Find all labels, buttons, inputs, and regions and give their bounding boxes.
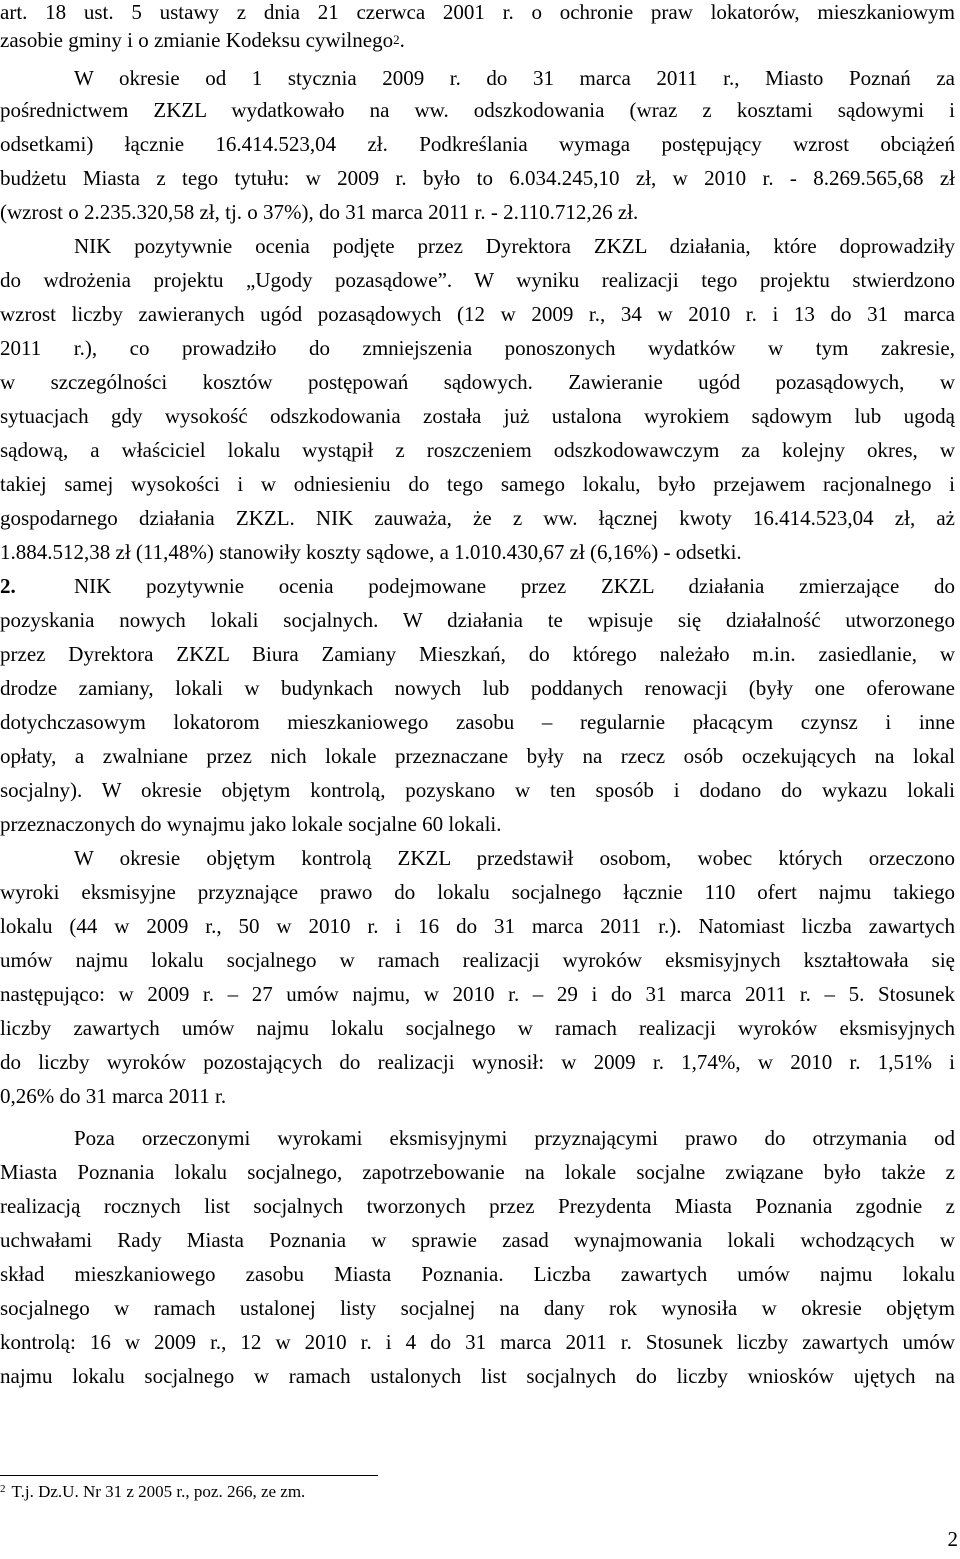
text-line: sytuacjach gdy wysokość odszkodowania została już ustalona wyrokiem sądowym lub ugodą xyxy=(0,404,955,428)
footnote-text: T.j. Dz.U. Nr 31 z 2005 r., poz. 266, ze zm. xyxy=(11,1482,306,1501)
text-line: wzrost liczby zawieranych ugód pozasądowych (12 w 2009 r., 34 w 2010 r. i 13 do 31 marca xyxy=(0,302,955,326)
text-line: najmu lokalu socjalnego w ramach ustalonych list socjalnych do liczby wniosków ujętych na xyxy=(0,1364,955,1388)
text-line: 2011 r.), co prowadziło do zmniejszenia ponoszonych wydatków w tym zakresie, xyxy=(0,336,955,360)
text-line: pozyskania nowych lokali socjalnych. W działania te wpisuje się działalność utworzonego xyxy=(0,608,955,632)
text-line: umów najmu lokalu socjalnego w ramach realizacji wyroków eksmisyjnych kształtowała się xyxy=(0,948,955,972)
text-line: art. 18 ust. 5 ustawy z dnia 21 czerwca 2001 r. o ochronie praw lokatorów, mieszkaniowym xyxy=(0,0,955,24)
footnote-reference: 2 xyxy=(393,32,400,47)
text-line: w szczególności kosztów postępowań sądowych. Zawieranie ugód pozasądowych, w xyxy=(0,370,955,394)
text-segment: . xyxy=(399,28,405,52)
text-line: uchwałami Rady Miasta Poznania w sprawie zasad wynajmowania lokali wchodzących w xyxy=(0,1228,955,1252)
text-line: drodze zamiany, lokali w budynkach nowych lub poddanych renowacji (były one oferowane xyxy=(0,676,955,700)
page-number: 2 xyxy=(947,1527,958,1551)
text-line: przeznaczonych do wynajmu jako lokale socjalne 60 lokali. xyxy=(0,812,502,836)
text-line: budżetu Miasta z tego tytułu: w 2009 r. było to 6.034.245,10 zł, w 2010 r. - 8.269.565,68 zł xyxy=(0,166,955,190)
footnote-marker: 2 xyxy=(0,1483,6,1495)
text-line: następująco: w 2009 r. – 27 umów najmu, w 2010 r. – 29 i do 31 marca 2011 r. – 5. Stosunek xyxy=(0,982,955,1006)
text-line: skład mieszkaniowego zasobu Miasta Poznania. Liczba zawartych umów najmu lokalu xyxy=(0,1262,955,1286)
text-line: przez Dyrektora ZKZL Biura Zamiany Mieszkań, do którego należało m.in. zasiedlanie, w xyxy=(0,642,955,666)
text-line xyxy=(0,28,955,54)
text-line: W okresie od 1 stycznia 2009 r. do 31 marca 2011 r., Miasto Poznań za xyxy=(74,66,955,90)
text-line: do liczby wyroków pozostających do realizacji wynosił: w 2009 r. 1,74%, w 2010 r. 1,51% i xyxy=(0,1050,955,1074)
text-line: sądową, a właściciel lokalu wystąpił z roszczeniem odszkodowawczym za kolejny okres, w xyxy=(0,438,955,462)
text-line: odsetkami) łącznie 16.414.523,04 zł. Podkreślania wymaga postępujący wzrost obciążeń xyxy=(0,132,955,156)
text-line: wyroki eksmisyjne przyznające prawo do lokalu socjalnego łącznie 110 ofert najmu takiego xyxy=(0,880,955,904)
text-line: takiej samej wysokości i w odniesieniu do tego samego lokalu, było przejawem racjonalnego i xyxy=(0,472,955,496)
section-number: 2. xyxy=(0,574,16,598)
text-line: opłaty, a zwalniane przez nich lokale przeznaczane były na rzecz osób oczekujących na lokal xyxy=(0,744,955,768)
text-line: NIK pozytywnie ocenia podejmowane przez ZKZL działania zmierzające do xyxy=(74,574,955,598)
text-line: 1.884.512,38 zł (11,48%) stanowiły koszty sądowe, a 1.010.430,67 zł (6,16%) - odsetki. xyxy=(0,540,742,564)
text-line: socjalnego w ramach ustalonej listy socjalnej na dany rok wynosiła w okresie objętym xyxy=(0,1296,955,1320)
text-line: 0,26% do 31 marca 2011 r. xyxy=(0,1084,227,1108)
text-line: realizacją rocznych list socjalnych tworzonych przez Prezydenta Miasta Poznania zgodnie z xyxy=(0,1194,955,1218)
text-segment: zasobie gminy i o zmianie Kodeksu cywilnego xyxy=(0,28,394,52)
text-line: dotychczasowym lokatorom mieszkaniowego zasobu – regularnie płacącym czynsz i inne xyxy=(0,710,955,734)
text-line: lokalu (44 w 2009 r., 50 w 2010 r. i 16 do 31 marca 2011 r.). Natomiast liczba zawartych xyxy=(0,914,955,938)
text-line: gospodarnego działania ZKZL. NIK zauważa, że z ww. łącznej kwoty 16.414.523,04 zł, aż xyxy=(0,506,955,530)
text-line: NIK pozytywnie ocenia podjęte przez Dyrektora ZKZL działania, które doprowadziły xyxy=(74,234,955,258)
text-line: do wdrożenia projektu „Ugody pozasądowe”. W wyniku realizacji tego projektu stwierdzono xyxy=(0,268,955,292)
text-line: kontrolą: 16 w 2009 r., 12 w 2010 r. i 4 do 31 marca 2011 r. Stosunek liczby zawartych umów xyxy=(0,1330,955,1354)
text-line: W okresie objętym kontrolą ZKZL przedstawił osobom, wobec których orzeczono xyxy=(74,846,955,870)
text-line: socjalny). W okresie objętym kontrolą, pozyskano w ten sposób i dodano do wykazu lokali xyxy=(0,778,955,802)
text-line: (wzrost o 2.235.320,58 zł, tj. o 37%), do 31 marca 2011 r. - 2.110.712,26 zł. xyxy=(0,200,639,224)
footnote-separator xyxy=(0,1475,378,1476)
footnote xyxy=(0,1481,305,1503)
text-line: liczby zawartych umów najmu lokalu socjalnego w ramach realizacji wyroków eksmisyjnych xyxy=(0,1016,955,1040)
text-line: Miasta Poznania lokalu socjalnego, zapotrzebowanie na lokale socjalne związane było także z xyxy=(0,1160,955,1184)
text-line: Poza orzeczonymi wyrokami eksmisyjnymi przyznającymi prawo do otrzymania od xyxy=(74,1126,955,1150)
text-line: pośrednictwem ZKZL wydatkowało na ww. odszkodowania (wraz z kosztami sądowymi i xyxy=(0,98,955,122)
